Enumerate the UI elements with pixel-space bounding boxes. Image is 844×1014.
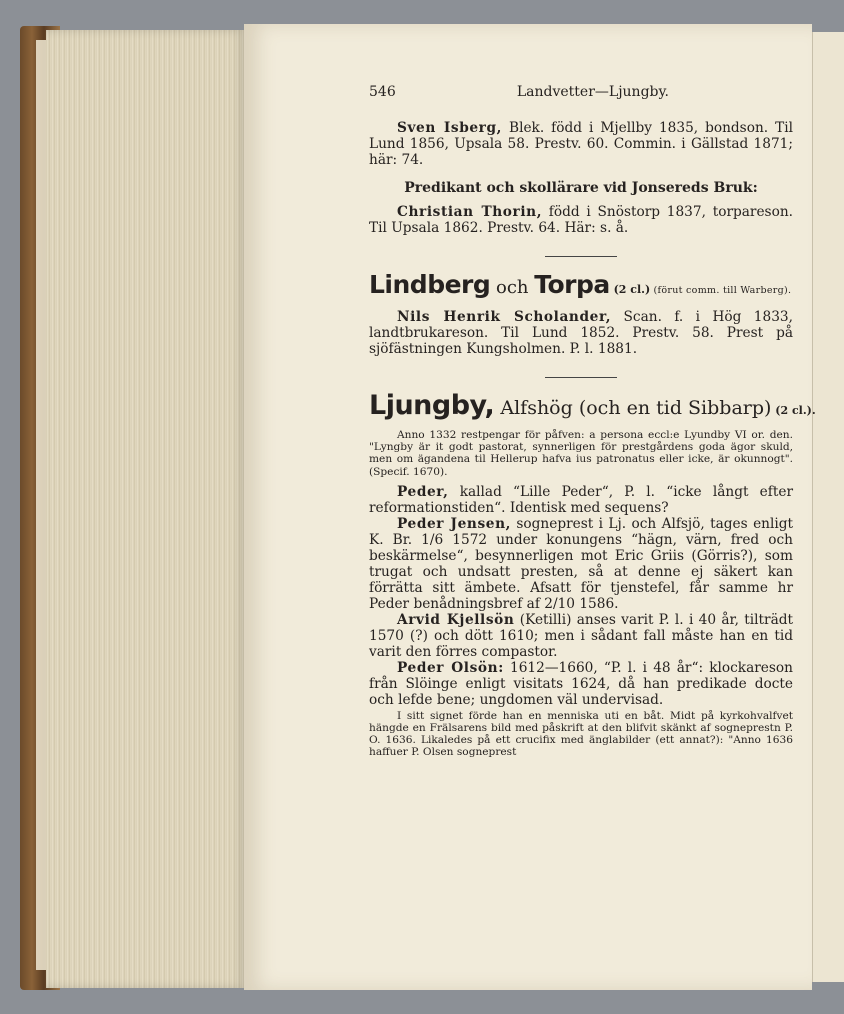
entry-peder: [369, 484, 793, 516]
entry-name: Sven Isberg,: [397, 120, 503, 136]
parish-heading-lindberg: [369, 270, 793, 299]
page-edges-stack: [46, 30, 246, 988]
heading-conjunction: och: [490, 277, 535, 298]
page-content: [369, 84, 816, 759]
entry-text: 1612—1660, “P. l. i 48 år“: klockareson från Slöinge enligt visitats 1624, då han predikade docte och lefde bene; ungdomen väl undervisad.: [369, 659, 793, 708]
footnote-signet: I sitt signet förde han en menniska uti en båt. Midt på kyrkohvalfvet hängde en Frälsarens bild med påskrift at den blifvit skänkt af sogneprestn P. O. 1636. Likaledes på ett crucifix med änglabilder (ett annat?): "Anno 1636 haffuer P. Olsen sogneprest: [369, 709, 793, 759]
entry-text: Scan. f. i Hög 1833, landtbrukareson. Til Lund 1852. Prestv. 58. Prest på sjöfästningen Kungsholmen. P. l. 1881.: [369, 309, 793, 357]
parish-subtitle: Alfshög (och en tid Sibbarp): [494, 397, 772, 419]
entry-name: Arvid Kjellsön: [397, 611, 515, 628]
page-number: 546: [369, 84, 396, 100]
parish-note: (förut comm. till Warberg).: [650, 285, 792, 296]
entry-peder-olson: [369, 660, 793, 708]
parish-class: (2 cl.): [609, 283, 651, 296]
entry-name: Peder Olsön:: [397, 659, 504, 676]
book-page: [244, 24, 816, 990]
section-divider: [545, 256, 617, 257]
entry-isberg: [369, 120, 793, 168]
entry-arvid-kjellson: [369, 612, 793, 660]
entry-name: Christian Thorin,: [397, 204, 543, 220]
entry-text: född i Snöstorp 1837, torpareson. Til Upsala 1862. Prestv. 64. Här: s. å.: [369, 204, 793, 236]
entry-peder-jensen: [369, 516, 793, 612]
entry-text: sogneprest i Lj. och Alfsjö, tages enligt K. Br. 1/6 1572 under konungens “hägn, värn, fred och beskärmelse“, besynnerligen mot Eric Griis (Görris?), som trugat och undsatt presten, så at denne ej säkert kan förrätta sitt ämbete. Afsatt för tjenstefel, får samme hr Peder benådningsbref af 2/10 1586.: [369, 515, 793, 612]
entry-text: kallad “Lille Peder“, P. l. “icke långt efter reformationstiden“. Identisk med sequens?: [369, 483, 793, 516]
running-head: [369, 84, 669, 100]
parish-heading-ljungby: [369, 390, 816, 421]
section-heading-jonsered: Predikant och skollärare vid Jonsereds Bruk:: [404, 180, 758, 196]
entry-name: Peder Jensen,: [397, 515, 511, 532]
entry-text: Blek. född i Mjellby 1835, bondson. Til Lund 1856, Upsala 58. Prestv. 60. Commin. i Gällstad 1871; här: 74.: [369, 120, 793, 168]
entry-name: Peder,: [397, 483, 449, 500]
entry-text: (Ketilli) anses varit P. l. i 40 år, tilträdt 1570 (?) och dött 1610; men i sådant fall måste han en tid varit den förres compastor.: [369, 611, 793, 660]
facing-page-edge: [812, 32, 844, 982]
entry-name: Nils Henrik Scholander,: [397, 309, 612, 325]
entry-scholander: [369, 309, 793, 357]
entry-thorin: [369, 204, 793, 236]
cover-endpaper: [36, 40, 46, 970]
section-divider: [545, 377, 617, 378]
running-title: Landvetter—Ljungby.: [516, 84, 669, 100]
parish-name: Lindberg: [369, 270, 491, 299]
parish-name: Torpa: [534, 270, 610, 299]
parish-intro-note: Anno 1332 restpengar för påfven: a persona eccl:e Lyundby VI or. den. "Lyngby är it godt pastorat, synnerligen för prestgårdens goda ägor skuld, men om ägandena til Hellerup hafva ius patronatus eller icke, är okunnogt". (Specif. 1670).: [369, 429, 793, 478]
parish-name: Ljungby,: [369, 390, 495, 421]
parish-class: (2 cl.).: [771, 404, 816, 417]
